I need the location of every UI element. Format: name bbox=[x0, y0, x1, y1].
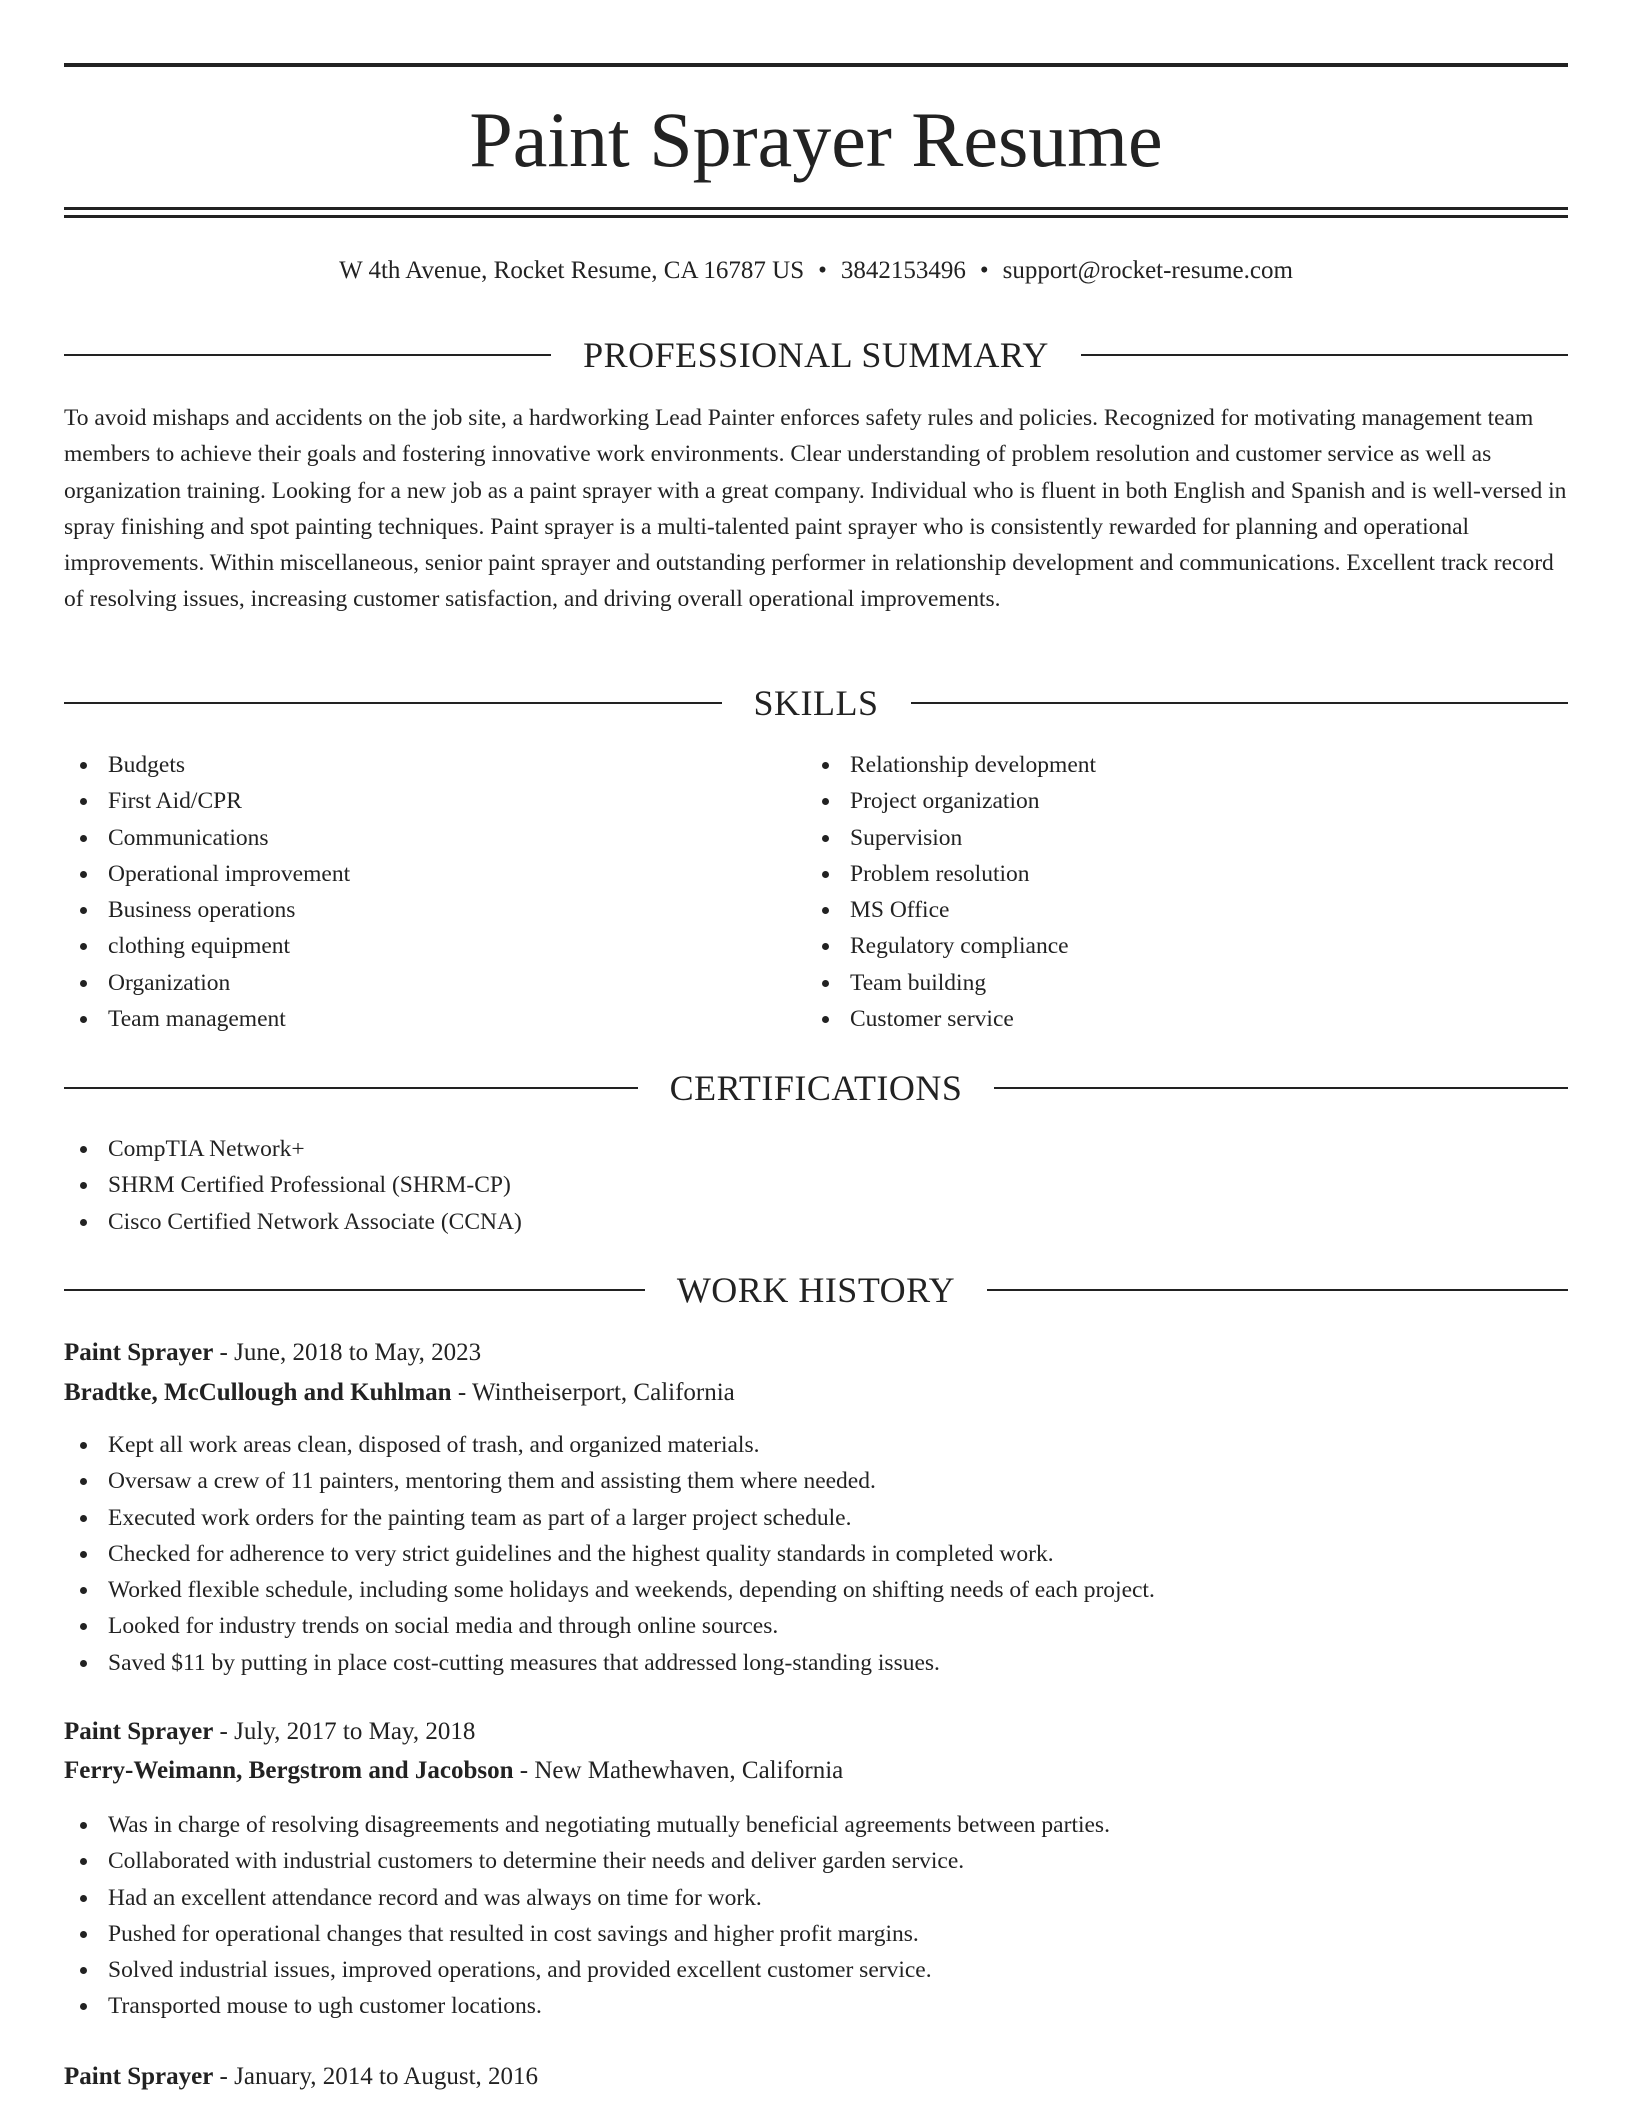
job-title: Paint Sprayer bbox=[64, 1339, 214, 1366]
job-bullet: Pushed for operational changes that resulted in cost savings and higher profit margins. bbox=[64, 1916, 1568, 1952]
skill-item: First Aid/CPR bbox=[64, 783, 804, 819]
job-dates: January, 2014 to August, 2016 bbox=[234, 2063, 539, 2090]
job-bullets bbox=[64, 1427, 1568, 1681]
contact-separator: • bbox=[818, 257, 827, 284]
skill-item: Communications bbox=[64, 820, 804, 856]
skill-item: Team building bbox=[806, 965, 1546, 1001]
job-bullet: Collaborated with industrial customers to determine their needs and deliver garden service. bbox=[64, 1843, 1568, 1879]
contact-separator: • bbox=[979, 257, 989, 284]
certification-item: Cisco Certified Network Associate (CCNA) bbox=[64, 1204, 1568, 1240]
job-bullet: Saved $11 by putting in place cost-cutting measures that addressed long-standing issues. bbox=[64, 1645, 1568, 1681]
work-history-heading: WORK HISTORY bbox=[676, 1270, 956, 1310]
divider-line bbox=[64, 702, 722, 704]
certification-item: CompTIA Network+ bbox=[64, 1131, 1568, 1167]
skill-item: Budgets bbox=[64, 747, 804, 783]
skills-section-header bbox=[64, 681, 1568, 725]
job-company-line: Bradtke, McCullough and Kuhlman - Wintheiserport, California bbox=[64, 1379, 735, 1406]
divider-line bbox=[64, 1087, 638, 1089]
certifications-heading: CERTIFICATIONS bbox=[669, 1068, 963, 1108]
job-title-line: Paint Sprayer - June, 2018 to May, 2023 bbox=[64, 1339, 482, 1366]
summary-text: To avoid mishaps and accidents on the job site, a hardworking Lead Painter enforces safety rules and policies. Recognized for motivating management team members to achieve their goals and fostering innovative work environments. Clear understanding of problem resolution and customer service as well as organization training. Looking for a new job as a paint sprayer with a great company. Individual who is fluent in both English and Spanish and is well-versed in spray finishing and spot painting techniques. Paint sprayer is a multi-talented paint sprayer who is consistently rewarded for planning and operational improvements. Within miscellaneous, senior paint sprayer and outstanding performer in relationship development and communications. Excellent track record of resolving issues, increasing customer satisfaction, and driving overall operational improvements. bbox=[64, 405, 1567, 613]
skill-item: Business operations bbox=[64, 892, 804, 928]
job-bullet: Oversaw a crew of 11 painters, mentoring them and assisting them where needed. bbox=[64, 1463, 1568, 1499]
contact-line bbox=[64, 254, 1568, 288]
job-bullet: Checked for adherence to very strict guidelines and the highest quality standards in completed work. bbox=[64, 1536, 1568, 1572]
job-bullet: Was in charge of resolving disagreements and negotiating mutually beneficial agreements between parties. bbox=[64, 1807, 1568, 1843]
skill-item: Supervision bbox=[806, 820, 1546, 856]
contact-email: support@rocket-resume.com bbox=[1002, 257, 1293, 284]
skill-item: Team management bbox=[64, 1001, 804, 1037]
job-title: Paint Sprayer bbox=[64, 2063, 214, 2090]
job-title-line: Paint Sprayer - January, 2014 to August, 2016 bbox=[64, 2063, 539, 2090]
job-bullet: Solved industrial issues, improved operations, and provided excellent customer service. bbox=[64, 1952, 1568, 1988]
summary-heading: PROFESSIONAL SUMMARY bbox=[583, 335, 1049, 375]
title-rule-lower bbox=[64, 215, 1568, 218]
divider-line bbox=[64, 354, 551, 356]
job-company: Bradtke, McCullough and Kuhlman bbox=[64, 1379, 452, 1406]
skills-heading: SKILLS bbox=[753, 683, 879, 723]
top-rule bbox=[64, 63, 1568, 67]
contact-address: W 4th Avenue, Rocket Resume, CA 16787 US bbox=[339, 257, 805, 284]
job-bullet: Executed work orders for the painting team as part of a larger project schedule. bbox=[64, 1500, 1568, 1536]
job-title-line: Paint Sprayer - July, 2017 to May, 2018 bbox=[64, 1718, 476, 1745]
certifications-section-header bbox=[64, 1066, 1568, 1110]
skills-list-right bbox=[806, 747, 1546, 1037]
job-bullet: Transported mouse to ugh customer locations. bbox=[64, 1988, 1568, 2024]
skill-item: Regulatory compliance bbox=[806, 928, 1546, 964]
divider-line bbox=[987, 1289, 1568, 1291]
certification-item: SHRM Certified Professional (SHRM-CP) bbox=[64, 1167, 1568, 1203]
divider-line bbox=[911, 702, 1569, 704]
divider-line bbox=[1081, 354, 1568, 356]
contact-phone: 3842153496 bbox=[840, 257, 966, 284]
job-dates: June, 2018 to May, 2023 bbox=[234, 1339, 482, 1366]
skill-item: Operational improvement bbox=[64, 856, 804, 892]
skill-item: Problem resolution bbox=[806, 856, 1546, 892]
skill-item: Customer service bbox=[806, 1001, 1546, 1037]
summary-section-header bbox=[64, 333, 1568, 377]
job-bullet: Had an excellent attendance record and was always on time for work. bbox=[64, 1880, 1568, 1916]
skill-item: Relationship development bbox=[806, 747, 1546, 783]
divider-line bbox=[64, 1289, 645, 1291]
job-title: Paint Sprayer bbox=[64, 1718, 214, 1745]
job-bullet: Looked for industry trends on social media and through online sources. bbox=[64, 1608, 1568, 1644]
certifications-list bbox=[64, 1131, 1568, 1240]
title-rule-upper bbox=[64, 207, 1568, 210]
job-location: Wintheiserport, California bbox=[471, 1379, 735, 1406]
job-bullets bbox=[64, 1807, 1568, 2025]
job-bullet: Kept all work areas clean, disposed of trash, and organized materials. bbox=[64, 1427, 1568, 1463]
job-dates: July, 2017 to May, 2018 bbox=[234, 1718, 476, 1745]
divider-line bbox=[994, 1087, 1568, 1089]
work-history-section-header bbox=[64, 1268, 1568, 1312]
job-company: Ferry-Weimann, Bergstrom and Jacobson bbox=[64, 1757, 514, 1784]
skill-item: Project organization bbox=[806, 783, 1546, 819]
job-bullet: Worked flexible schedule, including some holidays and weekends, depending on shifting needs of each project. bbox=[64, 1572, 1568, 1608]
skill-item: Organization bbox=[64, 965, 804, 1001]
skill-item: MS Office bbox=[806, 892, 1546, 928]
skill-item: clothing equipment bbox=[64, 928, 804, 964]
skills-list-left bbox=[64, 747, 804, 1037]
resume-title: Paint Sprayer Resume bbox=[469, 96, 1163, 183]
job-location: New Mathewhaven, California bbox=[534, 1757, 844, 1784]
job-company-line: Ferry-Weimann, Bergstrom and Jacobson - New Mathewhaven, California bbox=[64, 1757, 844, 1784]
